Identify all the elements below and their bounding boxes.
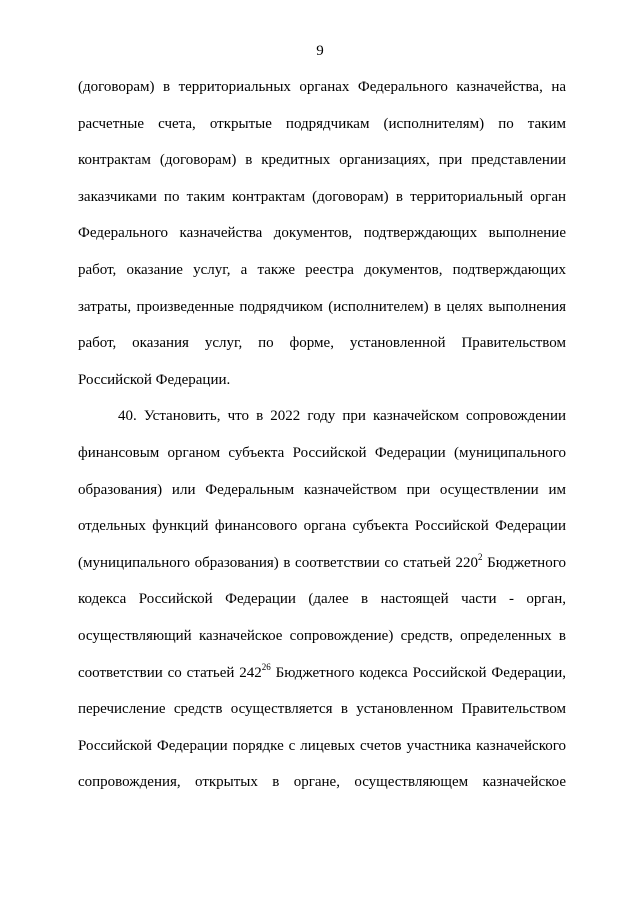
text-line: Российской Федерации. (78, 371, 231, 388)
superscript: 2 (478, 551, 483, 562)
superscript: 26 (261, 661, 271, 672)
text-line: работ, оказания услуг, по форме, установленной Правительством (78, 335, 566, 352)
text-line: работ, оказание услуг, а также реестра документов, подтверждающих (78, 261, 566, 278)
text-line: образования) или Федеральным казначейством при осуществлении им (78, 481, 566, 498)
text-line: заказчиками по таким контрактам (договорам) в территориальный орган (78, 188, 566, 205)
text-line-with-superscript (78, 662, 566, 699)
text-line: кодекса Российской Федерации (далее в настоящей части - орган, (78, 591, 566, 608)
page-number: 9 (316, 43, 324, 59)
text-line: финансовым органом субъекта Российской Федерации (муниципального (78, 444, 566, 461)
text-line: отдельных функций финансового органа субъекта Российской Федерации (78, 518, 566, 535)
text-line: расчетные счета, открытые подрядчикам (исполнителям) по таким (78, 115, 566, 132)
text-line: сопровождения, открытых в органе, осуществляющем казначейское (78, 774, 566, 791)
document-body (78, 76, 566, 808)
text-line: затраты, произведенные подрядчиком (исполнителем) в целях выполнения (78, 298, 566, 315)
paragraph-40-start: 40. Установить, что в 2022 году при казначейском сопровождении (118, 408, 566, 425)
text-line-with-superscript (78, 552, 566, 589)
text-fragment: Бюджетного (482, 554, 566, 571)
text-line: осуществляющий казначейское сопровождение) средств, определенных в (78, 627, 566, 644)
text-line: Российской Федерации порядке с лицевых счетов участника казначейского (78, 737, 566, 754)
text-fragment: (муниципального образования) в соответствии со статьей 220 (78, 554, 479, 571)
text-line: перечисление средств осуществляется в установленном Правительством (78, 701, 566, 718)
text-line: Федерального казначейства документов, подтверждающих выполнение (78, 225, 566, 242)
text-line: контрактам (договорам) в кредитных организациях, при представлении (78, 152, 566, 169)
text-line: (договорам) в территориальных органах Федерального казначейства, на (78, 79, 566, 95)
text-fragment: Бюджетного кодекса Российской Федерации, (270, 664, 566, 681)
text-fragment: соответствии со статьей 242 (78, 664, 262, 681)
